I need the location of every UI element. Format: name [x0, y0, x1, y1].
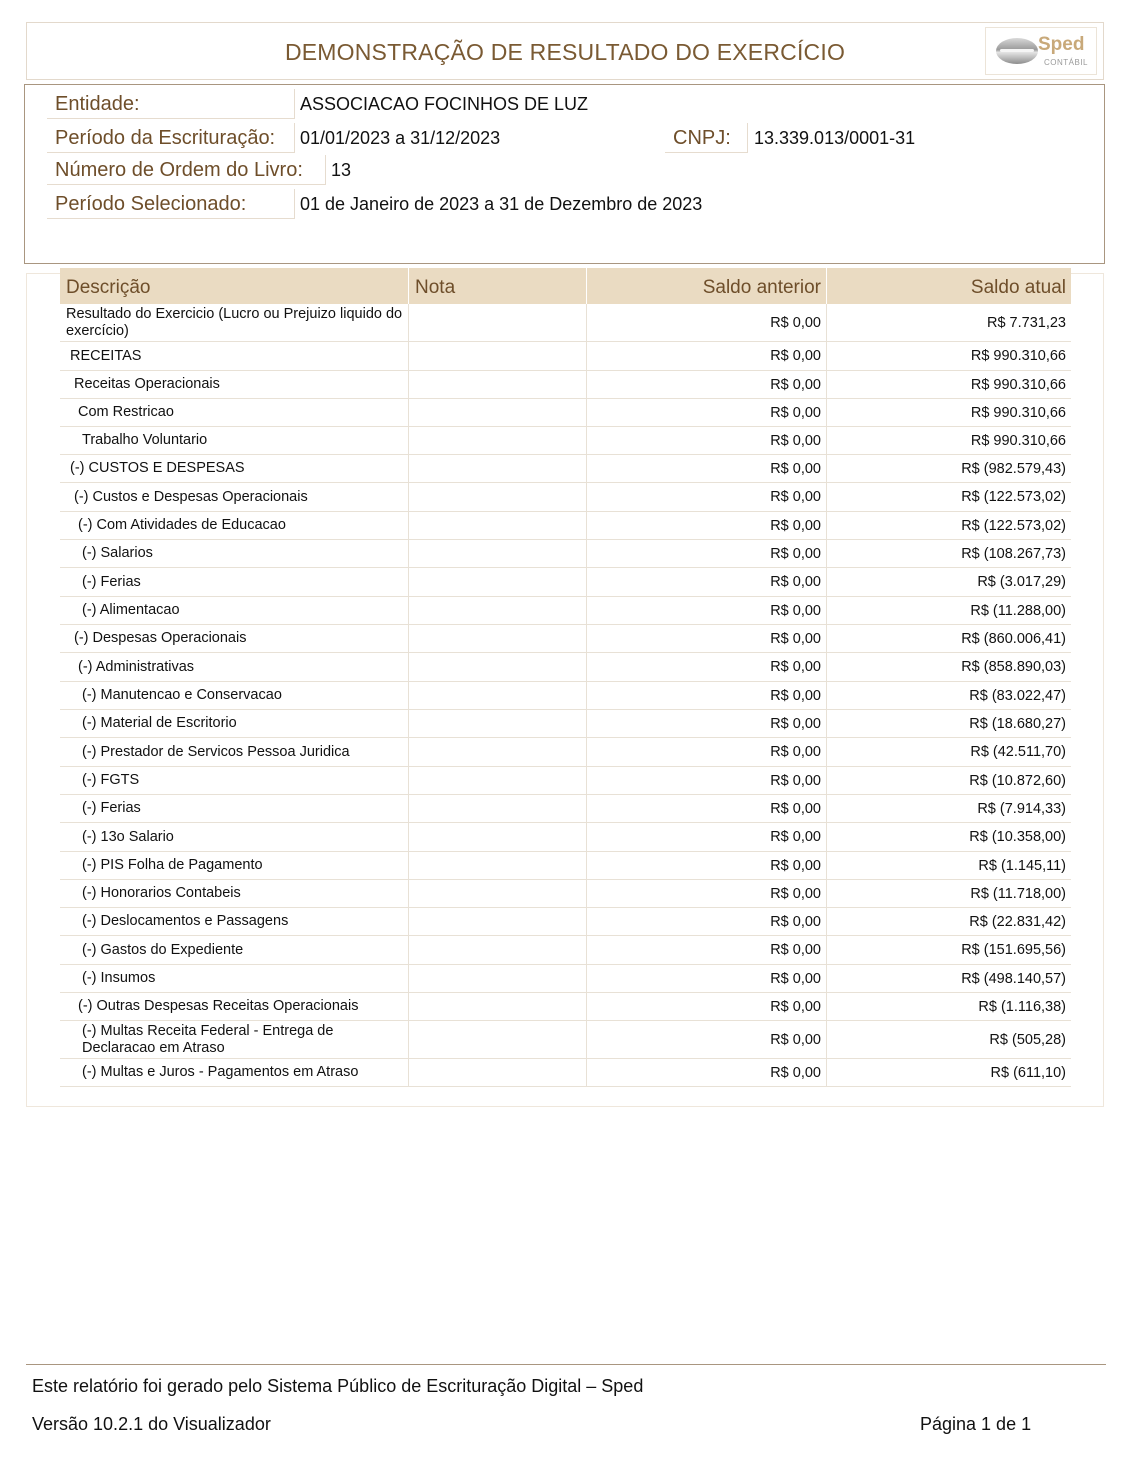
- footer-divider: [26, 1364, 1106, 1365]
- row-saldo-atual: R$ (122.573,02): [961, 489, 1066, 505]
- row-descricao: Resultado do Exercicio (Lucro ou Prejuizo liquido do exercício): [60, 304, 409, 341]
- row-saldo-atual: R$ (7.914,33): [977, 800, 1066, 817]
- table-row: [60, 512, 1071, 540]
- row-saldo-anterior: R$ 0,00: [587, 540, 827, 567]
- row-saldo-anterior: R$ 0,00: [587, 597, 827, 624]
- row-nota: [409, 710, 587, 737]
- table-row: [60, 483, 1071, 512]
- row-saldo-anterior: R$ 0,00: [587, 371, 827, 398]
- row-descricao: (-) Salarios: [60, 540, 409, 567]
- table-row: [60, 399, 1071, 427]
- row-saldo-atual: R$ (11.288,00): [970, 602, 1066, 619]
- row-descricao: (-) Material de Escritorio: [60, 710, 409, 737]
- row-descricao: (-) PIS Folha de Pagamento: [60, 852, 409, 879]
- row-nota: [409, 540, 587, 567]
- row-nota: [409, 427, 587, 454]
- row-saldo-anterior: R$ 0,00: [587, 342, 827, 370]
- table-body: [60, 304, 1071, 1087]
- row-saldo-atual: R$ 990.310,66: [970, 432, 1066, 449]
- table-row: [60, 738, 1071, 767]
- row-saldo-atual: R$ (108.267,73): [961, 545, 1066, 562]
- header-nota: Nota: [409, 268, 587, 304]
- row-saldo-atual: R$ (42.511,70): [970, 744, 1066, 760]
- footer-page-number: Página 1 de 1: [920, 1414, 1032, 1434]
- table-row: [60, 965, 1071, 993]
- dre-table: [60, 268, 1071, 1087]
- row-saldo-anterior: R$ 0,00: [587, 427, 827, 454]
- row-nota: [409, 483, 587, 511]
- row-descricao: (-) Com Atividades de Educacao: [60, 512, 409, 539]
- periodo-selecionado-label: Período Selecionado:: [47, 189, 295, 219]
- row-saldo-anterior: R$ 0,00: [587, 455, 827, 482]
- sped-logo-subtext: CONTÁBIL: [1044, 58, 1089, 67]
- cnpj-label: CNPJ:: [665, 123, 748, 153]
- row-saldo-anterior: R$ 0,00: [587, 880, 827, 907]
- row-saldo-atual: R$ (22.831,42): [969, 913, 1066, 930]
- row-saldo-anterior: R$ 0,00: [587, 993, 827, 1020]
- table-row: [60, 852, 1071, 880]
- report-title: DEMONSTRAÇÃO DE RESULTADO DO EXERCÍCIO: [284, 39, 846, 65]
- row-saldo-anterior: R$ 0,00: [587, 738, 827, 766]
- row-saldo-atual: R$ (18.680,27): [969, 715, 1066, 732]
- header-saldo-anterior: Saldo anterior: [587, 268, 827, 304]
- row-saldo-atual: R$ (122.573,02): [961, 517, 1066, 534]
- numero-ordem-value: 13: [331, 160, 352, 180]
- table-row: [60, 795, 1071, 823]
- row-descricao: (-) Insumos: [60, 965, 409, 992]
- table-row: [60, 993, 1071, 1021]
- row-saldo-anterior: R$ 0,00: [587, 795, 827, 822]
- table-header: [60, 268, 1071, 304]
- footer-version: Versão 10.2.1 do Visualizador: [32, 1414, 271, 1434]
- row-saldo-atual: R$ (11.718,00): [970, 885, 1066, 902]
- row-saldo-anterior: R$ 0,00: [587, 767, 827, 794]
- table-row: [60, 710, 1071, 738]
- row-saldo-atual: R$ 990.310,66: [970, 404, 1066, 421]
- row-nota: [409, 993, 587, 1020]
- row-descricao: RECEITAS: [60, 342, 409, 370]
- table-row: [60, 823, 1071, 852]
- row-saldo-atual: R$ (1.116,38): [978, 998, 1066, 1015]
- row-descricao: (-) Multas Receita Federal - Entrega de Declaracao em Atraso: [60, 1021, 409, 1058]
- row-saldo-anterior: R$ 0,00: [587, 483, 827, 511]
- row-nota: [409, 738, 587, 766]
- numero-ordem-label: Número de Ordem do Livro:: [47, 155, 326, 185]
- row-nota: [409, 653, 587, 681]
- table-row: [60, 936, 1071, 965]
- table-row: [60, 1021, 1071, 1059]
- row-saldo-anterior: R$ 0,00: [587, 823, 827, 851]
- row-nota: [409, 342, 587, 370]
- row-saldo-anterior: R$ 0,00: [587, 852, 827, 879]
- row-saldo-atual: R$ (3.017,29): [977, 574, 1066, 590]
- row-nota: [409, 568, 587, 596]
- sped-logo-text: Sped: [1038, 34, 1085, 55]
- row-descricao: (-) 13o Salario: [60, 823, 409, 851]
- table-row: [60, 625, 1071, 653]
- row-descricao: (-) Manutencao e Conservacao: [60, 682, 409, 709]
- row-saldo-atual: R$ (498.140,57): [961, 970, 1066, 987]
- row-saldo-atual: R$ (151.695,56): [961, 942, 1066, 958]
- row-descricao: (-) Gastos do Expediente: [60, 936, 409, 964]
- row-nota: [409, 1021, 587, 1058]
- row-saldo-atual: R$ (1.145,11): [978, 857, 1066, 874]
- periodo-label: Período da Escrituração:: [47, 123, 295, 153]
- header-descricao: Descrição: [60, 268, 409, 304]
- row-nota: [409, 682, 587, 709]
- sped-logo: [985, 27, 1097, 75]
- row-nota: [409, 625, 587, 652]
- sped-logo-icon: [996, 38, 1038, 64]
- row-saldo-anterior: R$ 0,00: [587, 965, 827, 992]
- row-descricao: (-) Prestador de Servicos Pessoa Juridica: [60, 738, 409, 766]
- row-saldo-atual: R$ 7.731,23: [986, 314, 1066, 331]
- report-title-box: [26, 22, 1104, 80]
- row-nota: [409, 512, 587, 539]
- table-row: [60, 682, 1071, 710]
- header-saldo-atual: Saldo atual: [970, 277, 1066, 298]
- row-saldo-atual: R$ (83.022,47): [969, 687, 1066, 704]
- row-saldo-anterior: R$ 0,00: [587, 653, 827, 681]
- table-row: [60, 653, 1071, 682]
- row-descricao: Trabalho Voluntario: [60, 427, 409, 454]
- footer-generated-by: Este relatório foi gerado pelo Sistema Público de Escrituração Digital – Sped: [32, 1376, 644, 1396]
- row-nota: [409, 823, 587, 851]
- row-nota: [409, 852, 587, 879]
- row-descricao: (-) Ferias: [60, 795, 409, 822]
- row-saldo-anterior: R$ 0,00: [587, 908, 827, 935]
- row-saldo-atual: R$ (611,10): [990, 1064, 1066, 1081]
- row-saldo-anterior: R$ 0,00: [587, 710, 827, 737]
- table-row: [60, 1059, 1071, 1087]
- row-saldo-atual: R$ (982.579,43): [961, 460, 1066, 477]
- table-row: [60, 455, 1071, 483]
- row-saldo-atual: R$ (860.006,41): [961, 630, 1066, 647]
- row-descricao: (-) Despesas Operacionais: [60, 625, 409, 652]
- row-descricao: (-) Honorarios Contabeis: [60, 880, 409, 907]
- row-nota: [409, 795, 587, 822]
- table-row: [60, 767, 1071, 795]
- periodo-value: 01/01/2023 a 31/12/2023: [300, 128, 501, 148]
- row-nota: [409, 965, 587, 992]
- row-descricao: (-) Custos e Despesas Operacionais: [60, 483, 409, 511]
- row-nota: [409, 767, 587, 794]
- row-nota: [409, 1059, 587, 1086]
- row-saldo-atual: R$ 990.310,66: [970, 376, 1066, 393]
- row-descricao: Com Restricao: [60, 399, 409, 426]
- row-nota: [409, 597, 587, 624]
- row-saldo-atual: R$ (505,28): [989, 1031, 1066, 1048]
- row-saldo-atual: R$ (10.358,00): [969, 829, 1066, 845]
- table-row: [60, 304, 1071, 342]
- row-saldo-atual: R$ 990.310,66: [970, 348, 1066, 364]
- row-nota: [409, 371, 587, 398]
- table-row: [60, 880, 1071, 908]
- entity-info-box: [24, 84, 1105, 264]
- row-descricao: (-) FGTS: [60, 767, 409, 794]
- entidade-value: ASSOCIACAO FOCINHOS DE LUZ: [300, 94, 589, 114]
- row-descricao: (-) Administrativas: [60, 653, 409, 681]
- row-nota: [409, 455, 587, 482]
- table-row: [60, 568, 1071, 597]
- row-saldo-atual: R$ (10.872,60): [969, 772, 1066, 789]
- row-saldo-anterior: R$ 0,00: [587, 1059, 827, 1086]
- periodo-selecionado-value: 01 de Janeiro de 2023 a 31 de Dezembro de 2023: [300, 194, 703, 214]
- table-row: [60, 427, 1071, 455]
- row-descricao: (-) Multas e Juros - Pagamentos em Atraso: [60, 1059, 409, 1086]
- row-descricao: (-) Alimentacao: [60, 597, 409, 624]
- row-descricao: (-) CUSTOS E DESPESAS: [60, 455, 409, 482]
- row-saldo-anterior: R$ 0,00: [587, 568, 827, 596]
- row-saldo-anterior: R$ 0,00: [587, 1021, 827, 1058]
- entidade-label: Entidade:: [47, 89, 295, 119]
- row-saldo-anterior: R$ 0,00: [587, 625, 827, 652]
- row-nota: [409, 908, 587, 935]
- row-saldo-anterior: R$ 0,00: [587, 399, 827, 426]
- row-nota: [409, 304, 587, 341]
- row-descricao: (-) Outras Despesas Receitas Operacionais: [60, 993, 409, 1020]
- row-nota: [409, 880, 587, 907]
- cnpj-value: 13.339.013/0001-31: [754, 128, 916, 148]
- table-row: [60, 540, 1071, 568]
- row-saldo-anterior: R$ 0,00: [587, 682, 827, 709]
- row-nota: [409, 399, 587, 426]
- row-nota: [409, 936, 587, 964]
- table-row: [60, 908, 1071, 936]
- row-saldo-atual: R$ (858.890,03): [961, 659, 1066, 675]
- table-row: [60, 342, 1071, 371]
- row-descricao: (-) Deslocamentos e Passagens: [60, 908, 409, 935]
- row-descricao: Receitas Operacionais: [60, 371, 409, 398]
- table-row: [60, 597, 1071, 625]
- table-row: [60, 371, 1071, 399]
- row-descricao: (-) Ferias: [60, 568, 409, 596]
- row-saldo-anterior: R$ 0,00: [587, 512, 827, 539]
- row-saldo-anterior: R$ 0,00: [587, 304, 827, 341]
- row-saldo-anterior: R$ 0,00: [587, 936, 827, 964]
